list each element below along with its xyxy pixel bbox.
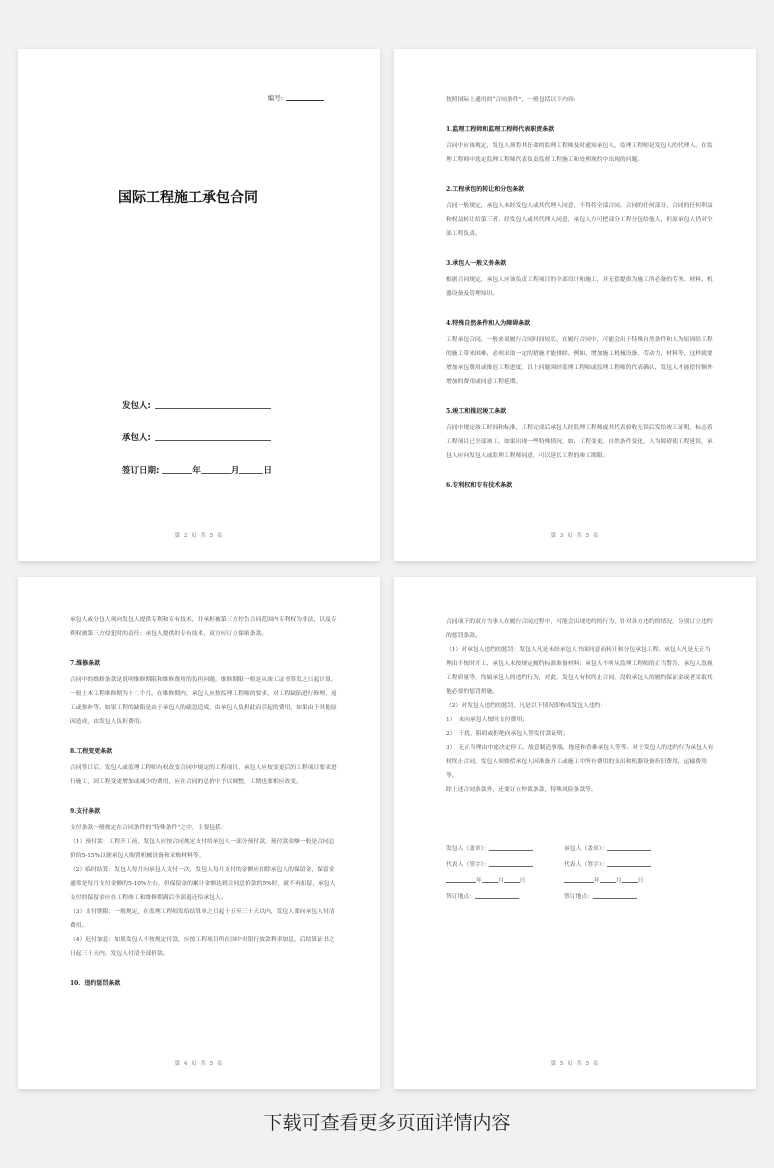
intro-paragraph: 按照国际上通用的“合同条件”，一般包括以下内容: [446, 97, 576, 103]
section-heading: 4.特殊自然条件和人为障碍条款 [446, 320, 531, 327]
body-paragraph: （1）对承包人违约的惩罚：发包人凡是未经承包人书面同意而转让和分包承包工程，承包人凡是无正当理由不按时开工，承包人未按规定履约标准准备材料；承包人不听从监理工程师的正当警告，承包人忽视工程质量等，均属承包人的违约行为，对此，发包人有权终止合同，没收承包人的履约保证金或者采取其他必要的惩罚措施。 [446, 647, 713, 695]
section-heading: 8.工程变更条款 [70, 748, 113, 755]
body-paragraph: 1） 未向承包人按时支付费用； [446, 717, 528, 723]
employer-seal-label: 发包人（盖章）： [446, 846, 490, 852]
contractor-label: 承包人: [122, 433, 151, 443]
place-line [593, 898, 637, 899]
section-heading: 1.监理工程师和监理工程师代表职责条款 [446, 126, 555, 133]
day-line [239, 473, 263, 474]
document-page-3 [18, 577, 380, 1089]
lead-paragraph: 承包人或分包人须向发包人提供专利和专有技术，并承担被第三方控告合同范围内专利权为非法，以及专利权被第三方侵犯时的责任；承包人提供的专有技术，双方应订立保密条款。 [70, 617, 337, 637]
contractor-rep-row [564, 859, 651, 868]
sign-date-label: 签订日期: [122, 466, 160, 476]
contractor-place-row [564, 891, 637, 900]
section-paragraph: （1）预付款：工程开工前，发包人应按合同规定支付给承包人一部分预付款，预付款金额一般是合同总价的5-15%以便承包人购置机械设备和采购材料等。 [70, 839, 335, 859]
year-line [162, 473, 192, 474]
section-heading: 7.维修条款 [70, 660, 101, 667]
employer-signature-row [122, 399, 271, 411]
body-paragraph: （2）对发包人违约的惩罚，凡是以下情况即构成发包人违约： [446, 703, 607, 709]
section-heading: 2.工程承包的转让和分包条款 [446, 186, 525, 193]
day-label: 日 [263, 466, 272, 476]
contractor-rep-label: 代表人（签字）： [564, 862, 608, 868]
employer-seal-line [489, 850, 533, 851]
section-paragraph: 合同中的维修条款是说明维修期限和维修费用的负担问题。维修期限一般是从竣工证书签发之日起计算，一般土木工程维修期为十二个月。在维修期内，承包人应按监理工程师的要求，对工程缺陷进行修理、返工或弥补等。如果工程的缺陷是由于承包人的疏忽造成，由承包人负担此而引起的费用，如果由于其他原因造成，由发包人负担费用。 [70, 677, 337, 725]
sign-date-row [122, 464, 272, 476]
employer-label: 发包人: [122, 401, 151, 411]
place-label: 签订地点： [564, 894, 593, 900]
section-paragraph: （2）临时结算：发包人每月向承包人支付一次，发包人每月支付的金额应扣除承包人的保留金，保留金通常是每月支付金额的5-10%左右，但保留金的累计金额达到合同总价款的5%时，就不再扣留，承包人支付的保留金应在工程竣工和维修期满后全部退还给承包人。 [70, 867, 336, 901]
date-line [622, 882, 638, 883]
section-paragraph: 根据合同规定，承包人应该负责工程项目的全部设计和施工，并无偿提供为施工所必备的劳务、材料、机器设备及管理知识。 [446, 277, 713, 297]
date-line [504, 882, 520, 883]
section-paragraph: 工程承包合同，一般来说履行合同时间较长，在履行合同中，可能会出于特殊自然条件和人为原因给工程的施工带来困难，必须采取一定的措施才能排除。例如，增加施工机械设备、劳动力、材料等，这样就要增加承包费用或推迟工程进度，以上问题须经监理工程师或监理工程师的代表确认，发包人才能偿付额外增加的费用或同意工程延期。 [446, 337, 713, 385]
place-label: 签订地点： [446, 894, 475, 900]
employer-rep-row [446, 859, 533, 868]
employer-rep-label: 代表人（签字）： [446, 862, 490, 868]
contractor-seal-label: 承包人（盖章）： [564, 846, 608, 852]
year-label: 年 [192, 466, 201, 476]
section-paragraph: 合同签订后，发包人或监理工程师有权改变合同中规定的工程项目，承包人应按变更后的工程项目要求进行施工，因工程变更增加或减少的费用，应在合同的总价中予以调整，工期也要相应改变。 [70, 765, 337, 785]
contract-title: 国际工程施工承包合同 [118, 190, 258, 206]
month-label: 月 [497, 878, 504, 884]
employer-line [155, 408, 271, 409]
page-footer: 第 3 页 共 5 页 [550, 533, 600, 539]
date-line [482, 882, 498, 883]
contractor-seal-row [564, 843, 651, 852]
employer-seal-row [446, 843, 533, 852]
contractor-rep-line [607, 866, 651, 867]
section-paragraph: 合同中应该规定，发包人须将其任命的监理工程师及时通知承包人，监理工程师是发包人的代理人。在监理工程师中选定监理工程师代表负责监督工程施工和处理现约中出现的问题。 [446, 143, 713, 163]
employer-rep-line [489, 866, 533, 867]
day-label: 日 [519, 878, 526, 884]
contract-number-field [268, 93, 324, 102]
section-paragraph: （3）支付期限：一般规定，在监理工程师发给结算单之日起十五至三十天以内，发包人要向承包人付清费用。 [70, 909, 335, 929]
month-line [201, 473, 231, 474]
contractor-seal-line [607, 850, 651, 851]
document-page-2 [394, 49, 756, 561]
day-label: 日 [637, 878, 644, 884]
month-label: 月 [230, 466, 240, 476]
contract-number-label: 编号: [267, 94, 283, 102]
employer-date-row [446, 875, 525, 884]
page-content [446, 93, 716, 495]
year-label: 年 [476, 878, 482, 884]
year-label: 年 [594, 878, 600, 884]
body-paragraph: 除上述合同条款外，还要订立仲裁条款，特殊风险条款等。 [446, 787, 597, 793]
body-paragraph: 合同项下的双方当事人在履行合同过程中，可能会出现违约的行为，针对各方违约的情况，分别订立违约的惩罚条款。 [446, 619, 713, 639]
contractor-line [155, 440, 271, 441]
body-paragraph: 2） 干扰、阻碍或拒绝向承包人签发付款证明； [446, 731, 569, 737]
section-heading: 5.竣工和推迟竣工条款 [446, 408, 507, 415]
contract-number-line [286, 100, 324, 101]
page-content [446, 615, 716, 797]
section-heading: 10．违约惩罚条款 [70, 980, 121, 987]
section-heading: 6.专利权和专有技术条款 [446, 482, 513, 489]
page-content [70, 613, 340, 993]
document-page-cover [18, 49, 380, 561]
place-line [475, 898, 519, 899]
section-heading: 3.承包人一般义务条款 [446, 260, 507, 267]
section-paragraph: 合同一般规定，承包人未经发包人或其代理人同意，不得将全部合同、合同的任何部分、合同的任何利益和权益转让给第三者。经发包人或其代理人同意，承包人方可把部分工程分包给他人，但原承包人仍对全部工程负责。 [446, 203, 713, 237]
employer-place-row [446, 891, 519, 900]
page-footer: 第 5 页 共 5 页 [550, 1061, 600, 1067]
date-line [564, 882, 594, 883]
document-page-4 [394, 577, 756, 1089]
date-line [600, 882, 616, 883]
download-caption[interactable]: 下载可查看更多页面详情内容 [263, 1112, 511, 1134]
month-label: 月 [615, 878, 622, 884]
section-heading: 9.支付条款 [70, 808, 101, 815]
contractor-signature-row [122, 431, 271, 443]
contractor-date-row [564, 875, 643, 884]
section-paragraph: （4）迟付加息：如果发包人不按规定付款，应按工程项目所在国中央银行放款利率加息，后结算证书之日起三十天内，发包人付清全部价款。 [70, 937, 335, 957]
body-paragraph: 3） 无正当理由中途决定停工，故意制造事端，拖延和香难承包人等等。对于发包人的违约行为承包人有权终止合同，发包人须赔偿承包人因准备开工或施工中所有费用的支出和机器设备折旧费用，运输费用等。 [446, 745, 714, 779]
page-footer: 第 2 页 共 5 页 [174, 533, 224, 539]
page-footer: 第 4 页 共 5 页 [174, 1061, 224, 1067]
section-paragraph: 合同中规定竣工时间和标准，工程完成后承包人经监理工程师或其代表验收无误后发给竣工证明，标志着工程项目已全部竣工，如果出现一些特殊情况，如，工程变更、自然条件变化、人为障碍使工程延误，承包人应向发包人或监理工程师同意，可以延长工程的竣工期限。 [446, 425, 713, 459]
section-paragraph: 支付条款一般规定在合同条件的“特殊条件”之中，主要包括： [70, 825, 227, 831]
date-line [446, 882, 476, 883]
